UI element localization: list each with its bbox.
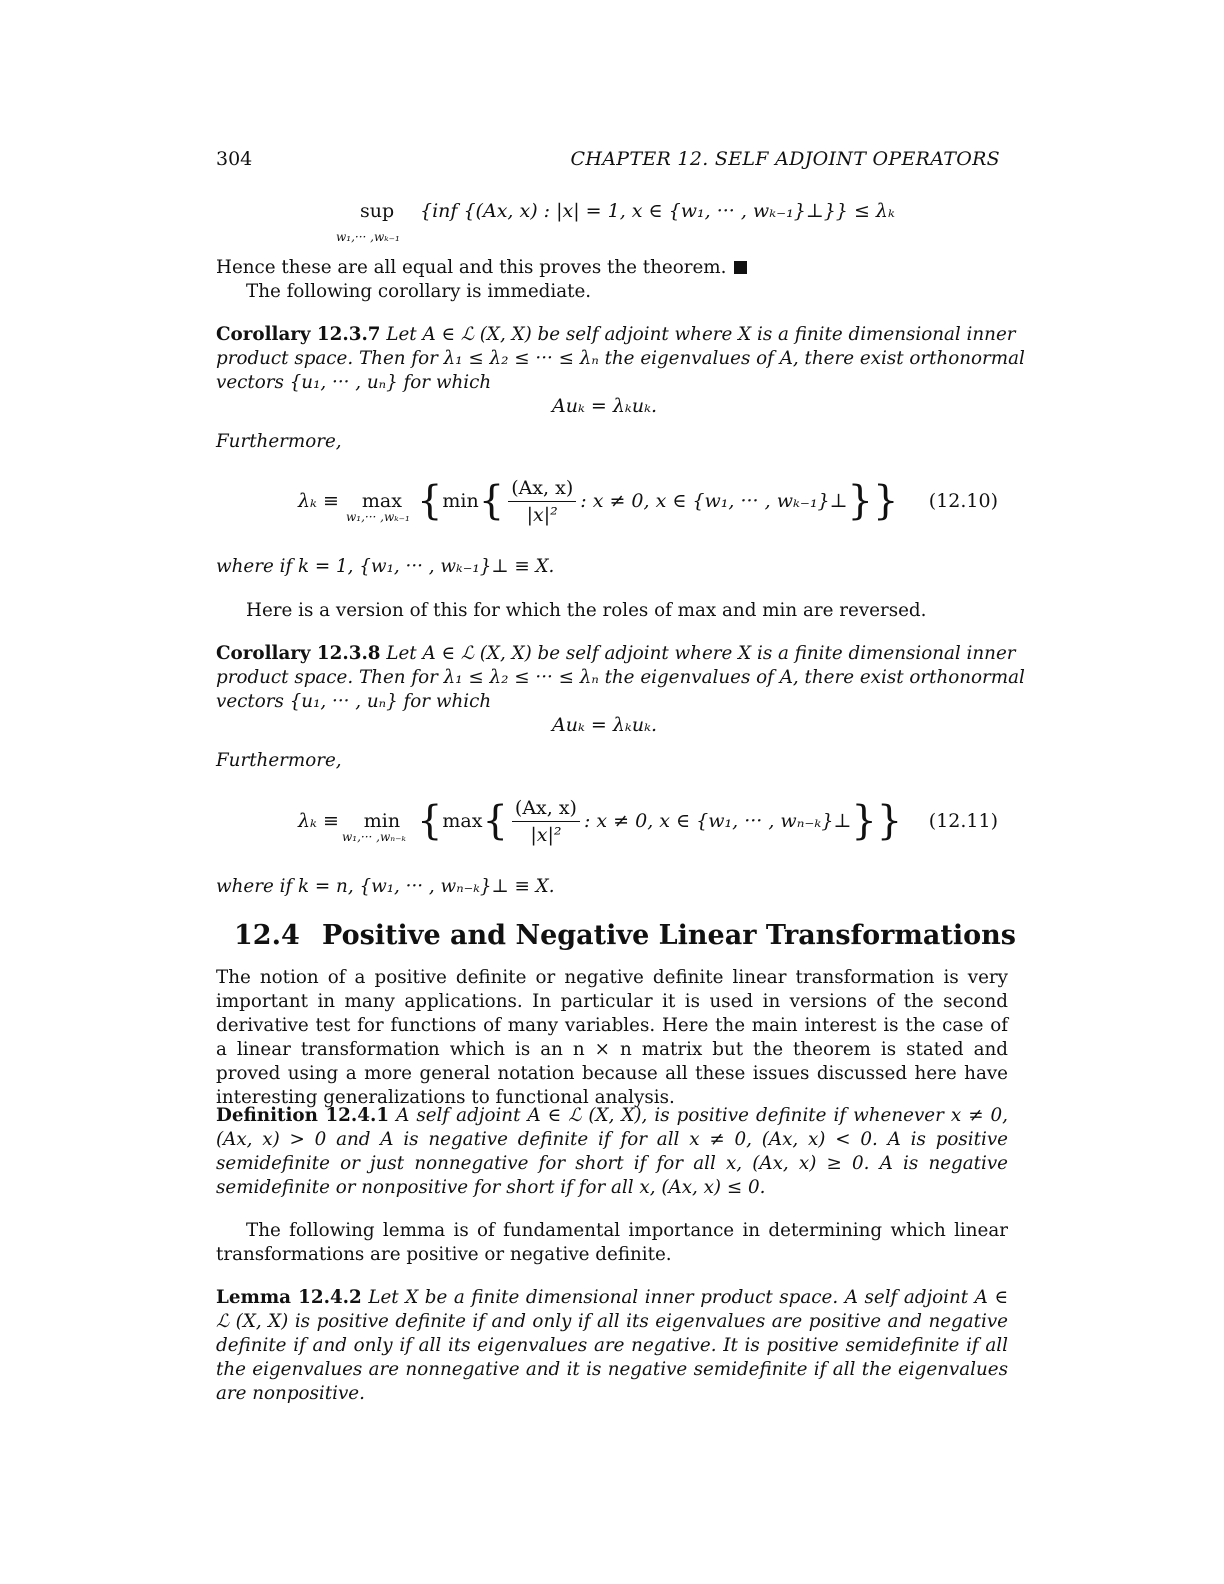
eq-1211-denominator: |x|² bbox=[530, 823, 562, 846]
equation-number-12-10: (12.10) bbox=[928, 490, 998, 512]
corollary-1238-line-3: vectors {u₁, ··· , uₙ} for which bbox=[216, 691, 492, 712]
corollary-1237-label: Corollary 12.3.7 bbox=[216, 324, 381, 345]
eq-1211-operator-subscript: w₁,··· ,wₙ₋ₖ bbox=[342, 830, 406, 844]
section-paragraph: The notion of a positive definite or negative definite linear transformation is very important in many applications. In particular it is used in versions of the second derivative test for functions of many variables. Here the main interest is the case of a linear transformation which is an n × n matrix but the theorem is stated and proved using a more general notation because all these issues discussed here have interesting generalizations to functional analysis. bbox=[216, 967, 1008, 1108]
section-number: 12.4 bbox=[234, 920, 300, 951]
corollary-1238-display: Auₖ = λₖuₖ. bbox=[552, 714, 658, 736]
proof-end-line bbox=[216, 256, 1008, 280]
definition-1241-label: Definition 12.4.1 bbox=[216, 1105, 390, 1126]
corollary-1237-line-1 bbox=[216, 323, 1016, 347]
corollary-1237-furthermore: Furthermore, bbox=[216, 431, 342, 452]
eq-1210-operator: max bbox=[361, 490, 402, 512]
lemma-intro: The following lemma is of fundamental importance in determining which linear transformations are positive or negative definite. bbox=[216, 1220, 1008, 1265]
eq-1210-denominator: |x|² bbox=[526, 503, 558, 526]
lemma-1242-label: Lemma 12.4.2 bbox=[216, 1287, 362, 1308]
corollary-1238-label: Corollary 12.3.8 bbox=[216, 643, 381, 664]
equation-number-12-11: (12.11) bbox=[928, 810, 998, 832]
lemma-1242-text: Let X be a finite dimensional inner product space. A self adjoint A ∈ ℒ (X, X) is positive definite if and only if all its eigenvalues are positive and negative definite if and only if all its eigenvalues are negative. It is positive semidefinite if all the eigenvalues are nonnegative and it is negative semidefinite if all the eigenvalues are nonpositive. bbox=[216, 1287, 1008, 1404]
eq-1210-lhs: λₖ ≡ bbox=[298, 490, 339, 512]
eq-1210-fraction bbox=[508, 477, 576, 526]
eq-1210-operator-subscript: w₁,··· ,wₖ₋₁ bbox=[346, 510, 410, 524]
definition-1241-text: A self adjoint A ∈ ℒ (X, X), is positive definite if whenever x ≠ 0, (Ax, x) > 0 and A is negative definite if for all x ≠ 0, (Ax, x) < 0. A is positive semidefinite or just nonnegative for short if for all x, (Ax, x) ≥ 0. A is negative semidefinite or nonpositive for short if for all x, (Ax, x) ≤ 0. bbox=[216, 1105, 1008, 1198]
section-title: Positive and Negative Linear Transformations bbox=[322, 920, 1016, 951]
corollary-1237-line-2: product space. Then for λ₁ ≤ λ₂ ≤ ··· ≤ λₙ the eigenvalues of A, there exist orthonormal bbox=[216, 348, 1025, 369]
top-equation-body: {inf {(Ax, x) : |x| = 1, x ∈ {w₁, ··· , wₖ₋₁}⊥}} ≤ λₖ bbox=[420, 200, 895, 222]
top-equation: sup bbox=[360, 200, 395, 222]
running-header: CHAPTER 12. SELF ADJOINT OPERATORS bbox=[570, 148, 1000, 170]
equation-12-10: λₖ ≡ max { min { $\frac{(Ax, x)}{\text{|x|²}}$ : x ≠ 0, x ∈ {w₁, ··· , wₖ₋₁}⊥ }} bbox=[298, 476, 899, 526]
definition-1241 bbox=[216, 1104, 1008, 1200]
corollary-1238-where: where if k = n, {w₁, ··· , wₙ₋ₖ}⊥ ≡ X. bbox=[216, 876, 555, 897]
corollary-1238-line-1 bbox=[216, 642, 1016, 666]
eq-1210-inner-operator: min bbox=[442, 490, 479, 512]
eq-1211-lhs: λₖ ≡ bbox=[298, 810, 339, 832]
eq-1210-condition: : x ≠ 0, x ∈ {w₁, ··· , wₖ₋₁}⊥ bbox=[580, 490, 848, 512]
corollary-1237-text-1: Let A ∈ ℒ (X, X) be self adjoint where X is a finite dimensional inner bbox=[386, 324, 1016, 345]
lemma-1242 bbox=[216, 1286, 1008, 1406]
proof-end-text: Hence these are all equal and this proves the theorem. bbox=[216, 257, 727, 278]
corollary-1237-line-3: vectors {u₁, ··· , uₙ} for which bbox=[216, 372, 492, 393]
corollary-1237-where: where if k = 1, {w₁, ··· , wₖ₋₁}⊥ ≡ X. bbox=[216, 556, 555, 577]
corollary-1238-text-1: Let A ∈ ℒ (X, X) be self adjoint where X is a finite dimensional inner bbox=[386, 643, 1016, 664]
eq-1211-fraction bbox=[512, 797, 580, 846]
eq-1211-numerator: (Ax, x) bbox=[512, 797, 580, 822]
eq-1211-condition: : x ≠ 0, x ∈ {w₁, ··· , wₙ₋ₖ}⊥ bbox=[583, 810, 852, 832]
eq-1211-inner-operator: max bbox=[442, 810, 483, 832]
top-equation-sup-subscript: w₁,··· ,wₖ₋₁ bbox=[336, 230, 400, 244]
corollary-1238-furthermore: Furthermore, bbox=[216, 750, 342, 771]
section-heading bbox=[234, 920, 1016, 951]
reversed-intro: Here is a version of this for which the roles of max and min are reversed. bbox=[246, 600, 927, 621]
equation-12-11: λₖ ≡ min { max { $\frac{(Ax, x)}{\text{|x|²}}$ : x ≠ 0, x ∈ {w₁, ··· , wₙ₋ₖ}⊥ }} bbox=[298, 796, 903, 846]
corollary-1238-line-2: product space. Then for λ₁ ≤ λ₂ ≤ ··· ≤ λₙ the eigenvalues of A, there exist orthonormal bbox=[216, 667, 1025, 688]
eq-1211-operator: min bbox=[363, 810, 401, 832]
eq-1210-numerator: (Ax, x) bbox=[508, 477, 576, 502]
corollary-intro: The following corollary is immediate. bbox=[246, 281, 592, 302]
qed-square-icon bbox=[734, 261, 747, 274]
page-number: 304 bbox=[216, 148, 253, 170]
corollary-1237-display: Auₖ = λₖuₖ. bbox=[552, 395, 658, 417]
